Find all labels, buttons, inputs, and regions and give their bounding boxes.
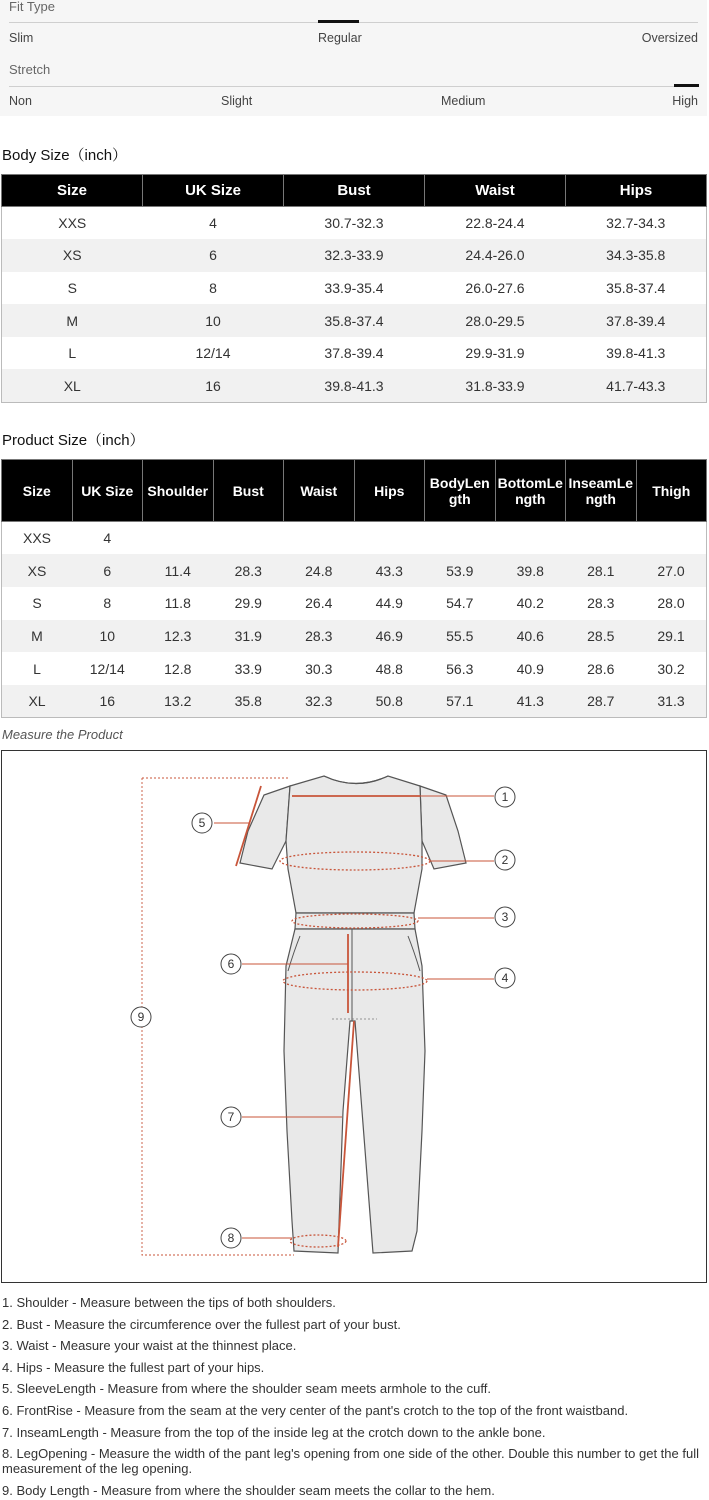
fit-panel	[0, 0, 707, 116]
fit-type-title: Fit Type	[9, 0, 56, 14]
table-cell: 46.9	[354, 620, 425, 653]
column-header-shoulder: Shoulder	[143, 460, 214, 522]
column-header-bust: Bust	[213, 460, 284, 522]
callout-6: 6	[227, 957, 235, 971]
table-cell: 29.9-31.9	[425, 337, 566, 370]
table-cell: 32.3	[284, 685, 355, 718]
callout-3: 3	[501, 910, 509, 924]
table-cell: 11.8	[143, 587, 214, 620]
table-row	[2, 587, 707, 620]
table-row	[2, 620, 707, 653]
table-cell: 13.2	[143, 685, 214, 718]
column-header-bust: Bust	[284, 175, 425, 207]
table-cell: 28.0-29.5	[425, 304, 566, 337]
table-cell: 35.8-37.4	[284, 304, 425, 337]
callout-4: 4	[501, 971, 509, 985]
table-cell: 26.4	[284, 587, 355, 620]
table-cell: 8	[72, 587, 143, 620]
table-row	[2, 652, 707, 685]
table-cell: 56.3	[425, 652, 496, 685]
table-cell: 16	[143, 369, 284, 402]
table-row	[2, 522, 707, 555]
table-cell	[213, 522, 284, 555]
table-cell: 28.1	[566, 554, 637, 587]
column-header-size: Size	[2, 460, 73, 522]
table-cell: 33.9	[213, 652, 284, 685]
table-cell	[284, 522, 355, 555]
table-cell: 37.8-39.4	[566, 304, 707, 337]
table-cell: XL	[2, 685, 73, 718]
table-cell: 40.9	[495, 652, 566, 685]
table-cell: 8	[143, 272, 284, 305]
stretch-title: Stretch	[9, 62, 51, 77]
table-cell: 40.6	[495, 620, 566, 653]
stretch-label-medium: Medium	[441, 94, 486, 108]
table-cell: 55.5	[425, 620, 496, 653]
table-cell: 24.8	[284, 554, 355, 587]
measure-caption: Measure the Product	[2, 727, 123, 742]
callout-9: 9	[137, 1010, 145, 1024]
table-cell: 48.8	[354, 652, 425, 685]
table-cell: 33.9-35.4	[284, 272, 425, 305]
stretch-label-high: High	[672, 94, 698, 108]
measurement-notes	[2, 1295, 702, 1500]
measurement-diagram	[1, 750, 707, 1283]
table-row	[2, 304, 707, 337]
table-cell: 12.8	[143, 652, 214, 685]
table-cell: 40.2	[495, 587, 566, 620]
table-cell: 31.3	[636, 685, 707, 718]
table-row	[2, 337, 707, 370]
note-sleeve-length: 5. SleeveLength - Measure from where the shoulder seam meets armhole to the cuff.	[2, 1381, 491, 1397]
table-cell: 12/14	[72, 652, 143, 685]
table-cell: 30.3	[284, 652, 355, 685]
column-header-inseamlength: InseamLength	[566, 460, 637, 522]
table-cell: 28.3	[213, 554, 284, 587]
column-header-hips: Hips	[566, 175, 707, 207]
table-cell: M	[2, 304, 143, 337]
table-cell: XS	[2, 554, 73, 587]
table-cell: 16	[72, 685, 143, 718]
table-cell: 28.3	[284, 620, 355, 653]
fit-type-indicator	[318, 20, 359, 23]
column-header-waist: Waist	[284, 460, 355, 522]
table-row	[2, 239, 707, 272]
column-header-thigh: Thigh	[636, 460, 707, 522]
table-cell: 22.8-24.4	[425, 207, 566, 240]
table-cell: 31.8-33.9	[425, 369, 566, 402]
table-cell: 44.9	[354, 587, 425, 620]
note-waist: 3. Waist - Measure your waist at the thinnest place.	[2, 1338, 297, 1354]
table-cell: 12.3	[143, 620, 214, 653]
column-header-uk-size: UK Size	[72, 460, 143, 522]
fit-type-label-regular: Regular	[318, 31, 362, 45]
table-row	[2, 554, 707, 587]
table-cell: 43.3	[354, 554, 425, 587]
table-cell: S	[2, 272, 143, 305]
table-cell: XXS	[2, 207, 143, 240]
stretch-indicator	[674, 84, 699, 87]
table-cell: 4	[72, 522, 143, 555]
callout-5: 5	[198, 816, 206, 830]
table-cell: 41.7-43.3	[566, 369, 707, 402]
table-cell: 28.7	[566, 685, 637, 718]
table-cell: 28.3	[566, 587, 637, 620]
table-cell	[425, 522, 496, 555]
table-cell: S	[2, 587, 73, 620]
table-cell: 41.3	[495, 685, 566, 718]
table-cell: 30.7-32.3	[284, 207, 425, 240]
note-bust: 2. Bust - Measure the circumference over the fullest part of your bust.	[2, 1316, 401, 1332]
note-body-length: 9. Body Length - Measure from where the shoulder seam meets the collar to the hem.	[2, 1482, 495, 1498]
table-cell	[143, 522, 214, 555]
table-cell: 29.9	[213, 587, 284, 620]
table-cell: 28.5	[566, 620, 637, 653]
table-cell: 6	[72, 554, 143, 587]
table-cell	[354, 522, 425, 555]
column-header-bodylength: BodyLength	[425, 460, 496, 522]
table-cell: 24.4-26.0	[425, 239, 566, 272]
note-front-rise: 6. FrontRise - Measure from the seam at the very center of the pant's crotch to the top of the front waistband.	[2, 1402, 629, 1418]
garment-outline	[240, 776, 466, 1253]
column-header-waist: Waist	[425, 175, 566, 207]
table-cell: 10	[72, 620, 143, 653]
table-cell: 12/14	[143, 337, 284, 370]
table-cell: 35.8	[213, 685, 284, 718]
table-row	[2, 207, 707, 240]
table-cell: 57.1	[425, 685, 496, 718]
callout-8: 8	[227, 1231, 235, 1245]
note-leg-opening: 8. LegOpening - Measure the width of the pant leg's opening from one side of the other. Double this number to get the full measurement of the leg opening.	[2, 1446, 699, 1477]
column-header-bottomlength: BottomLength	[495, 460, 566, 522]
callout-1: 1	[501, 790, 509, 804]
table-cell: XS	[2, 239, 143, 272]
table-cell: 4	[143, 207, 284, 240]
table-cell: 27.0	[636, 554, 707, 587]
table-cell: L	[2, 337, 143, 370]
table-cell: 26.0-27.6	[425, 272, 566, 305]
note-shoulder: 1. Shoulder - Measure between the tips of both shoulders.	[2, 1295, 336, 1310]
table-cell	[636, 522, 707, 555]
body-size-title: Body Size（inch）	[2, 147, 128, 164]
table-cell: 29.1	[636, 620, 707, 653]
table-cell: 30.2	[636, 652, 707, 685]
table-cell: 10	[143, 304, 284, 337]
column-header-uk-size: UK Size	[143, 175, 284, 207]
table-cell: 28.6	[566, 652, 637, 685]
fit-type-label-slim: Slim	[9, 31, 34, 45]
table-cell: 32.3-33.9	[284, 239, 425, 272]
table-cell: 28.0	[636, 587, 707, 620]
callout-2: 2	[501, 853, 509, 867]
table-cell: 39.8-41.3	[284, 369, 425, 402]
table-cell	[495, 522, 566, 555]
product-size-title: Product Size（inch）	[2, 432, 145, 449]
table-cell: 39.8-41.3	[566, 337, 707, 370]
note-hips: 4. Hips - Measure the fullest part of your hips.	[2, 1359, 265, 1375]
table-cell: 54.7	[425, 587, 496, 620]
product-size-table	[1, 459, 707, 718]
table-row	[2, 272, 707, 305]
stretch-label-slight: Slight	[221, 94, 253, 108]
table-cell: M	[2, 620, 73, 653]
jumpsuit-illustration	[2, 751, 708, 1284]
table-cell: 39.8	[495, 554, 566, 587]
table-cell: 37.8-39.4	[284, 337, 425, 370]
table-row	[2, 685, 707, 718]
body-size-table	[1, 174, 707, 403]
table-cell: 53.9	[425, 554, 496, 587]
table-cell: 34.3-35.8	[566, 239, 707, 272]
table-cell: 50.8	[354, 685, 425, 718]
table-cell: XXS	[2, 522, 73, 555]
stretch-scale	[9, 86, 698, 87]
table-row	[2, 369, 707, 402]
table-cell: 35.8-37.4	[566, 272, 707, 305]
table-cell: 11.4	[143, 554, 214, 587]
stretch-label-non: Non	[9, 94, 32, 108]
fit-type-label-oversized: Oversized	[641, 31, 698, 45]
table-cell: 6	[143, 239, 284, 272]
table-cell: 32.7-34.3	[566, 207, 707, 240]
table-cell	[566, 522, 637, 555]
column-header-size: Size	[2, 175, 143, 207]
table-cell: XL	[2, 369, 143, 402]
table-cell: 31.9	[213, 620, 284, 653]
callout-7: 7	[227, 1110, 235, 1124]
table-cell: L	[2, 652, 73, 685]
note-inseam-length: 7. InseamLength - Measure from the top of the inside leg at the crotch down to the ankle bone.	[2, 1424, 546, 1440]
column-header-hips: Hips	[354, 460, 425, 522]
